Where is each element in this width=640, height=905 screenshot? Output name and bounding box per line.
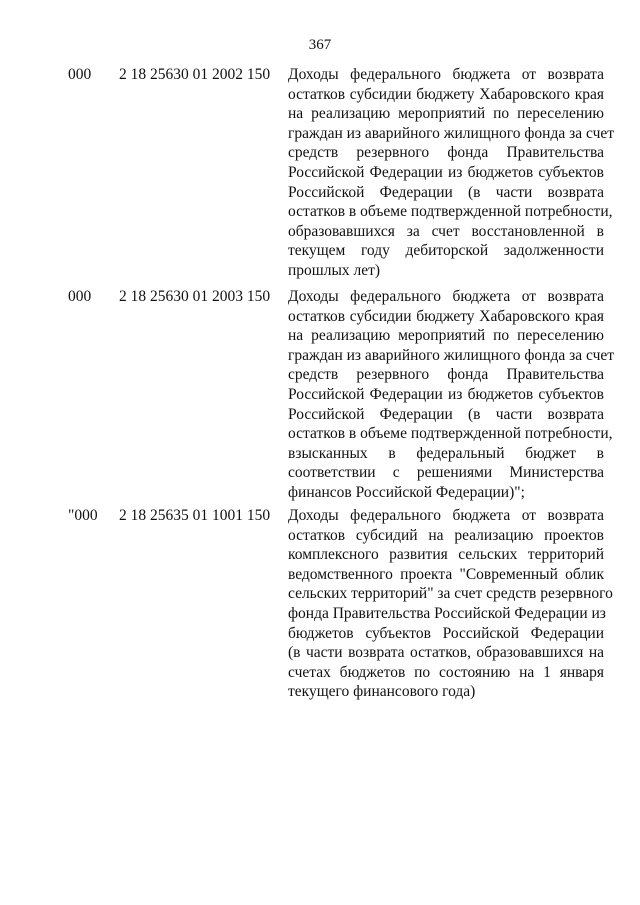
description-line: прошлых лет): [288, 261, 381, 279]
description-line: сельских территорий" за счет средств резервного: [288, 585, 613, 603]
description-line: Доходы федерального бюджета от возврата: [288, 507, 604, 524]
description-line: ведомственного проекта "Современный облик: [288, 565, 604, 583]
admin-code: "000: [68, 507, 98, 524]
description-line: (в части возврата остатков, образовавшихся на: [288, 644, 604, 662]
description-line: остатков в объеме подтвержденной потребности,: [288, 203, 613, 221]
description-line: средств резервного фонда Правительства: [288, 144, 604, 162]
description-line: граждан из аварийного жилищного фонда за счет: [288, 346, 615, 364]
description-line: текущего финансового года): [288, 683, 476, 701]
description-line: средств резервного фонда Правительства: [288, 366, 604, 384]
description-line: граждан из аварийного жилищного фонда за счет: [288, 124, 615, 142]
description-line: остатков в объеме подтвержденной потребности,: [288, 425, 613, 443]
description-line: счетах бюджетов по состоянию на 1 января: [288, 663, 604, 681]
description-line: взысканных в федеральный бюджет в: [288, 444, 604, 462]
income-description: [288, 287, 615, 503]
description-line: Российской Федерации из бюджетов субъектов: [288, 163, 604, 181]
description-line: бюджетов субъектов Российской Федерации: [288, 624, 604, 642]
description-line: Российской Федерации (в части возврата: [288, 183, 604, 201]
description-line: Российской Федерации (в части возврата: [288, 405, 604, 423]
description-line: комплексного развития сельских территорий: [288, 546, 604, 564]
page-number: 367: [308, 37, 332, 53]
budget-classification-code: 2 18 25630 01 2003 150: [119, 288, 271, 305]
description-line: Российской Федерации из бюджетов субъектов: [288, 385, 604, 403]
description-line: фонда Правительства Российской Федерации из: [288, 604, 606, 622]
budget-classification-code: 2 18 25635 01 1001 150: [119, 507, 271, 524]
budget-classification-code: 2 18 25630 01 2002 150: [119, 66, 271, 83]
description-line: на реализацию мероприятий по переселению: [288, 327, 604, 345]
description-line: остатков субсидии бюджету Хабаровского края: [288, 85, 604, 103]
description-line: остатков субсидий на реализацию проектов: [288, 526, 604, 544]
admin-code: 000: [68, 66, 92, 83]
income-description: [288, 65, 615, 281]
description-line: финансов Российской Федерации)";: [288, 483, 525, 501]
description-line: соответствии с решениями Министерства: [288, 464, 604, 482]
description-line: образовавшихся за счет восстановленной в: [288, 222, 604, 240]
income-description: [288, 506, 613, 702]
description-line: текущем году дебиторской задолженности: [288, 242, 604, 260]
description-line: на реализацию мероприятий по переселению: [288, 105, 604, 123]
description-line: остатков субсидии бюджету Хабаровского края: [288, 307, 604, 325]
description-line: Доходы федерального бюджета от возврата: [288, 288, 604, 305]
admin-code: 000: [68, 288, 92, 305]
description-line: Доходы федерального бюджета от возврата: [288, 66, 604, 83]
